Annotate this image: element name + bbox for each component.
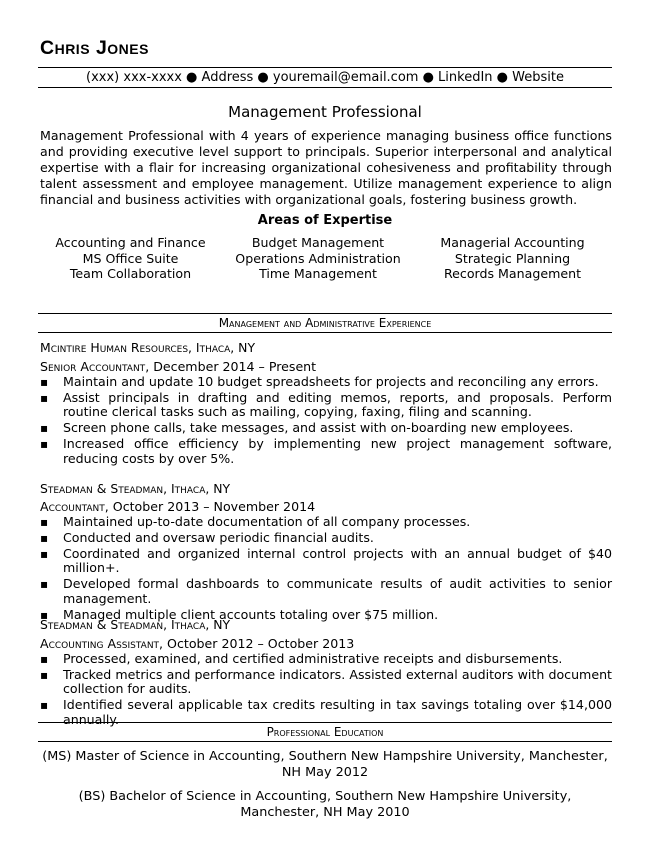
- job-role: [40, 499, 315, 515]
- header-rule-bottom: [38, 87, 612, 88]
- job-dates: , December 2014 – Present: [145, 359, 317, 374]
- education-item: (MS) Master of Science in Accounting, Southern New Hampshire University, Manchester, NH May 2012: [42, 749, 608, 780]
- skill-item: Team Collaboration: [69, 266, 192, 281]
- skill-item: Managerial Accounting: [440, 235, 585, 250]
- bullet-item: ▪ Maintained up-to-date documentation of all company processes.: [40, 515, 612, 529]
- skill-item: MS Office Suite: [82, 250, 179, 266]
- skill-item: Operations Administration: [235, 250, 401, 266]
- job-role: [40, 636, 354, 652]
- expertise-heading: Areas of Expertise: [257, 213, 393, 228]
- skill-item: Budget Management: [251, 235, 385, 250]
- job-title: Accountant: [40, 499, 105, 514]
- experience-rule-top: [38, 313, 612, 314]
- headline: Management Professional: [228, 103, 422, 121]
- bullet-item: ▪ Identified several applicable tax credits resulting in tax savings totaling over $14,000 annually.: [40, 698, 612, 727]
- contact-line: (xxx) xxx-xxxx ● Address ● youremail@email.com ● LinkedIn ● Website: [86, 70, 564, 85]
- job-bullets: [40, 375, 612, 468]
- summary-paragraph: Management Professional with 4 years of experience managing business office functions and providing executive level support to principals. Superior interpersonal and analytical expertise with a flair for increasing organizational cohesiveness and profitability through talent assessment and employee management. Utilize management experience to align financial and business activities with organizational goals, fostering business growth.: [40, 128, 612, 207]
- job-company: Steadman & Steadman, Ithaca, NY: [40, 617, 231, 632]
- expertise-grid: [38, 235, 612, 282]
- education-rule-bottom: [38, 741, 612, 742]
- bullet-item: ▪ Managed multiple client accounts totaling over $75 million.: [40, 608, 612, 622]
- bullet-item: ▪ Coordinated and organized internal control projects with an annual budget of $40 million+.: [40, 547, 612, 576]
- job-title: Accounting Assistant: [40, 636, 160, 651]
- education-item: (BS) Bachelor of Science in Accounting, Southern New Hampshire University, Manchester, NH May 2010: [78, 789, 572, 820]
- bullet-item: ▪ Maintain and update 10 budget spreadsheets for projects and reconciling any errors.: [40, 375, 612, 389]
- education-rule-top: [38, 722, 612, 723]
- experience-heading: Management and Administrative Experience: [218, 316, 432, 330]
- skill-item: Accounting and Finance: [55, 235, 206, 250]
- job-dates: , October 2012 – October 2013: [159, 636, 355, 651]
- bullet-item: ▪ Screen phone calls, take messages, and assist with on-boarding new employees.: [40, 421, 612, 435]
- job-role: [40, 359, 316, 375]
- header-rule-top: [38, 67, 612, 68]
- job-company: Mcintire Human Resources, Ithaca, NY: [40, 340, 256, 355]
- experience-rule-bottom: [38, 332, 612, 333]
- bullet-item: ▪ Tracked metrics and performance indicators. Assisted external auditors with document collection for audits.: [40, 668, 612, 697]
- bullet-item: ▪ Conducted and oversaw periodic financial audits.: [40, 531, 612, 545]
- bullet-item: ▪ Increased office efficiency by implementing new project management software, reducing costs by over 5%.: [40, 437, 612, 466]
- job-title: Senior Accountant: [40, 359, 146, 374]
- job-bullets: [40, 652, 612, 729]
- job-dates: , October 2013 – November 2014: [104, 499, 316, 514]
- skill-item: Time Management: [259, 266, 377, 281]
- bullet-item: ▪ Processed, examined, and certified administrative receipts and disbursements.: [40, 652, 612, 666]
- candidate-name: Chris Jones: [40, 37, 149, 59]
- education-heading: Professional Education: [266, 725, 384, 739]
- job-bullets: [40, 515, 612, 624]
- job-company: Steadman & Steadman, Ithaca, NY: [40, 481, 231, 496]
- skill-item: Strategic Planning: [454, 250, 571, 266]
- skill-item: Records Management: [443, 266, 582, 281]
- bullet-item: ▪ Assist principals in drafting and editing memos, reports, and proposals. Perform routine clerical tasks such as mailing, copying, faxing, filing and scanning.: [40, 391, 612, 420]
- bullet-item: ▪ Developed formal dashboards to communicate results of audit activities to senior management.: [40, 577, 612, 606]
